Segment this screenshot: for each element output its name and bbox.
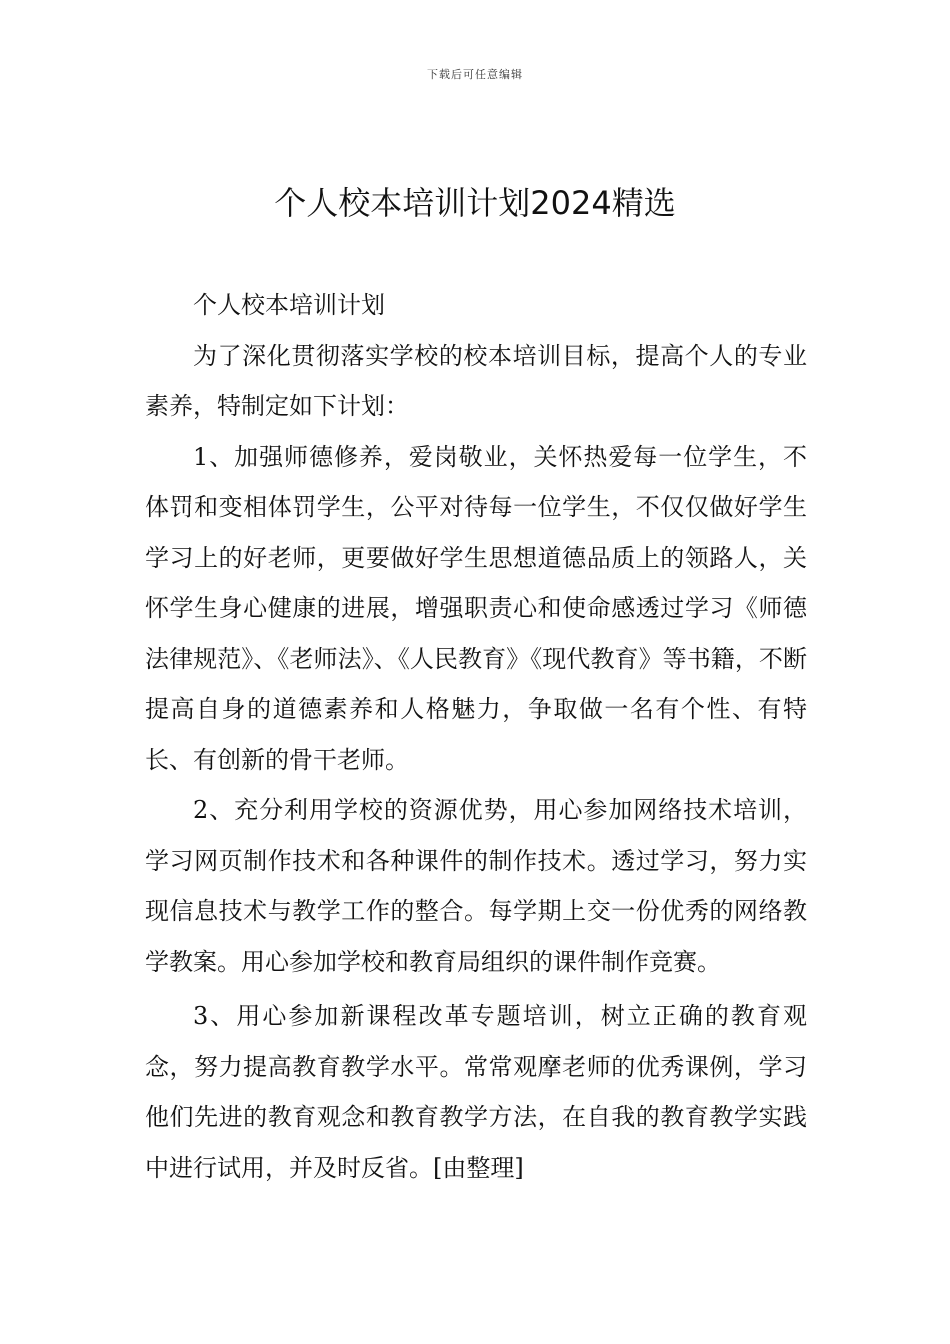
paragraph-intro: 为了深化贯彻落实学校的校本培训目标，提高个人的专业素养，特制定如下计划：: [145, 341, 807, 420]
header-note: 下载后可任意编辑: [427, 68, 523, 81]
document-title: 个人校本培训计划2024精选: [274, 184, 676, 222]
paragraph-item-3: 3、用心参加新课程改革专题培训，树立正确的教育观念，努力提高教育教学水平。常常观摩老师的优秀课例，学习他们先进的教育观念和教育教学方法，在自我的教育教学实践中进行试用，并及时反省。[由整理]: [145, 1002, 807, 1182]
document-body: [145, 280, 807, 1193]
paragraph-item-2: 2、充分利用学校的资源优势，用心参加网络技术培训，学习网页制作技术和各种课件的制作技术。透过学习，努力实现信息技术与教学工作的整合。每学期上交一份优秀的网络教学教案。用心参加学校和教育局组织的课件制作竞赛。: [145, 796, 807, 976]
paragraph-subtitle: 个人校本培训计划: [193, 291, 385, 319]
paragraph-item-1: 1、加强师德修养，爱岗敬业，关怀热爱每一位学生，不体罚和变相体罚学生，公平对待每一位学生，不仅仅做好学生学习上的好老师，更要做好学生思想道德品质上的领路人，关怀学生身心健康的进展，增强职责心和使命感透过学习《师德法律规范》、《老师法》、《人民教育》《现代教育》等书籍，不断提高自身的道德素养和人格魅力，争取做一名有个性、有特长、有创新的骨干老师。: [145, 442, 807, 774]
